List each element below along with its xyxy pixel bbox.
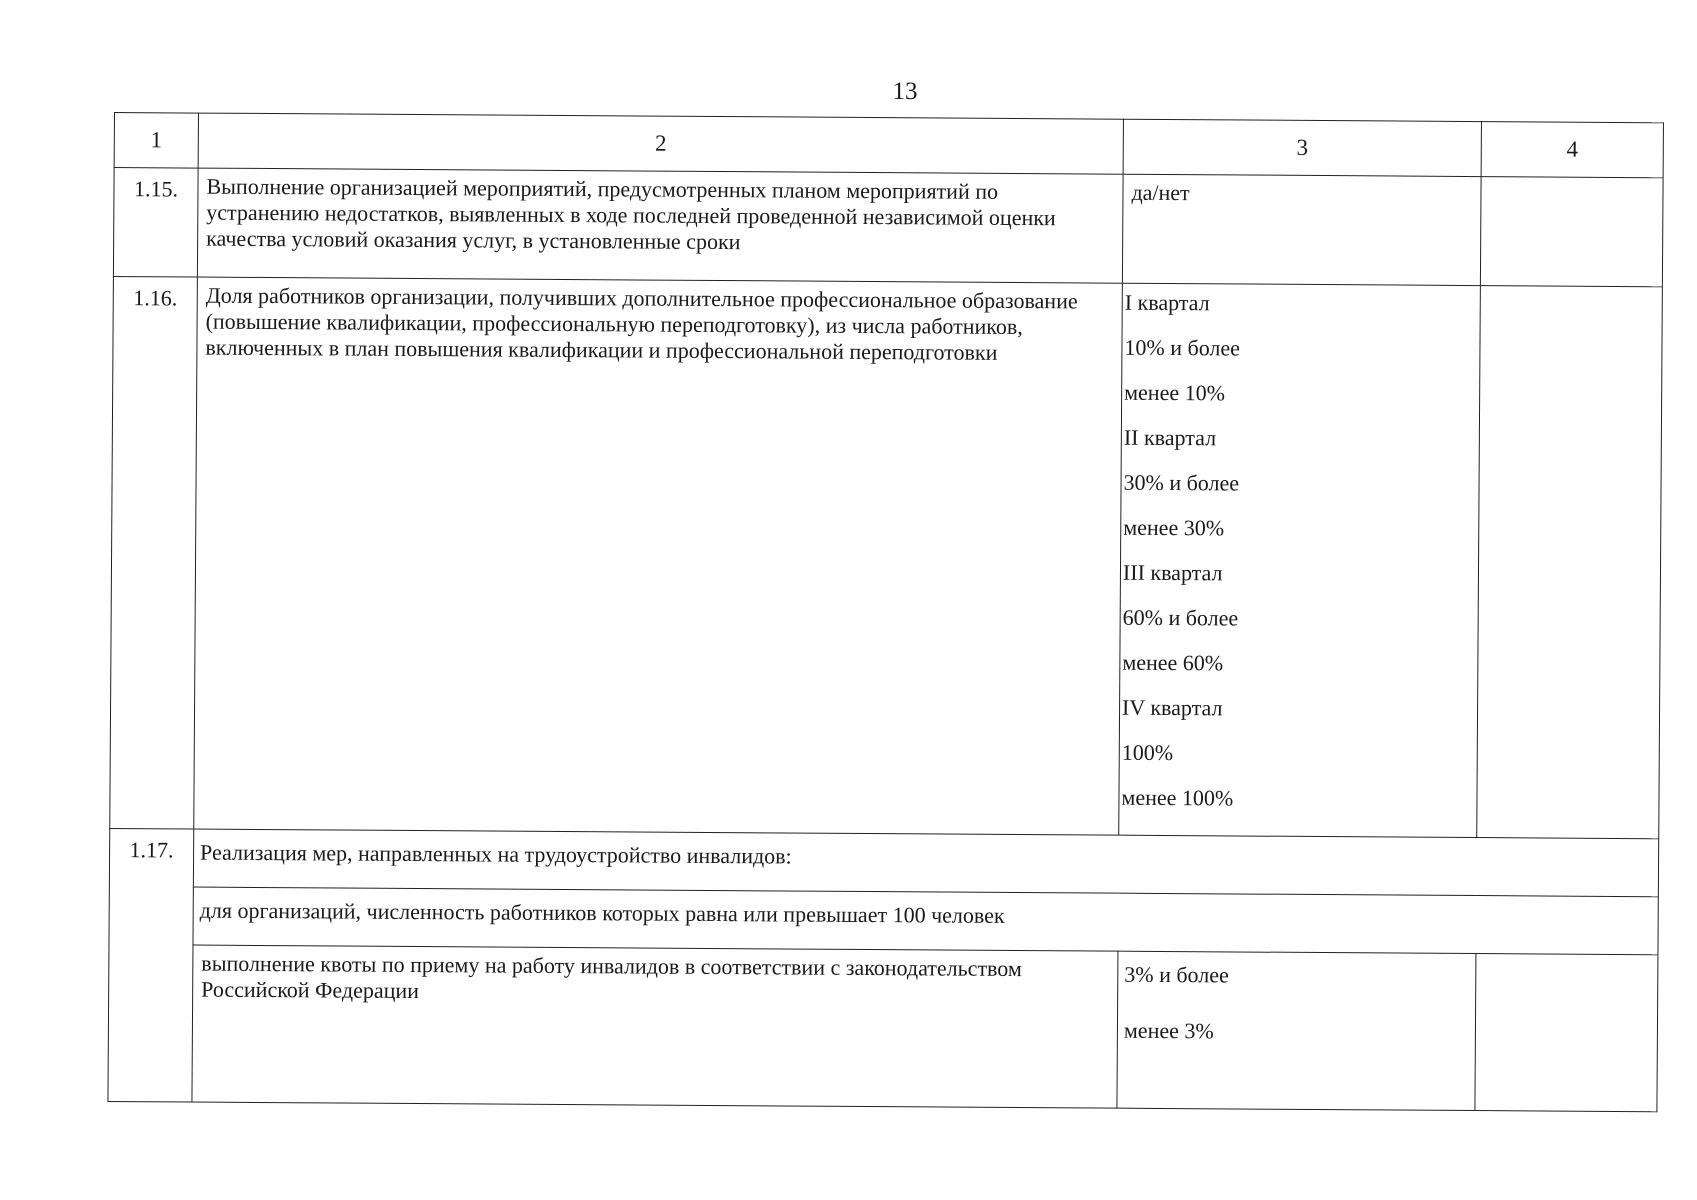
option-text: 60% и более [1122, 604, 1239, 631]
page-number: 13 [892, 78, 918, 105]
row-description: Выполнение организацией мероприятий, предусмотренных планом мероприятий по устранению недостатков, выявленных в ходе последней проведенной независимой оценки качества условий оказания услуг, в установленные сроки [197, 168, 1123, 283]
row-subheading: для организаций, численность работников которых равна или превышает 100 человек [193, 887, 1658, 955]
option-text: 10% и более [1124, 334, 1241, 361]
option-text: 100% [1121, 739, 1174, 766]
header-col-2: 2 [198, 113, 1123, 174]
option-text: менее 30% [1123, 514, 1225, 541]
row-value: да/нет [1122, 174, 1481, 285]
row-options [1117, 951, 1476, 1110]
option-text: 3% и более [1124, 961, 1229, 988]
header-col-1: 1 [114, 113, 198, 169]
row-description: Доля работников организации, получивших дополнительное профессиональное образование (повышение квалификации, профессиональную переподготовку), из числа работников, включенных в план повышения квалификации и профессиональной переподготовки [194, 277, 1123, 835]
option-text: 30% и более [1123, 469, 1240, 496]
header-col-4: 4 [1481, 122, 1663, 178]
option-text: менее 60% [1122, 649, 1224, 676]
row-number: 1.16. [110, 276, 198, 829]
criteria-table-container [107, 112, 1664, 1112]
table-header-row [114, 113, 1663, 178]
row-number: 1.15. [113, 168, 198, 278]
table-row [108, 944, 1658, 1111]
option-text: менее 100% [1121, 784, 1234, 811]
header-col-3: 3 [1123, 119, 1481, 176]
row-options [1119, 283, 1481, 837]
option-text: I квартал [1124, 289, 1210, 316]
table-row [109, 828, 1658, 896]
option-text: менее 10% [1124, 379, 1226, 406]
option-text: менее 3% [1123, 1017, 1214, 1044]
criteria-table [107, 112, 1664, 1112]
row-score-cell [1477, 286, 1663, 839]
option-text: II квартал [1123, 424, 1217, 451]
row-heading: Реализация мер, направленных на трудоустройство инвалидов: [193, 829, 1658, 897]
table-row [110, 276, 1663, 838]
row-number: 1.17. [108, 828, 194, 1102]
row-description: выполнение квоты по приему на работу инвалидов в соответствии с законодательством Российской Федерации [192, 945, 1118, 1108]
row-score-cell [1480, 177, 1663, 287]
row-score-cell [1475, 954, 1658, 1112]
table-row [109, 886, 1658, 954]
option-text: III квартал [1122, 559, 1223, 586]
table-row [113, 168, 1663, 287]
option-text: IV квартал [1121, 694, 1223, 721]
